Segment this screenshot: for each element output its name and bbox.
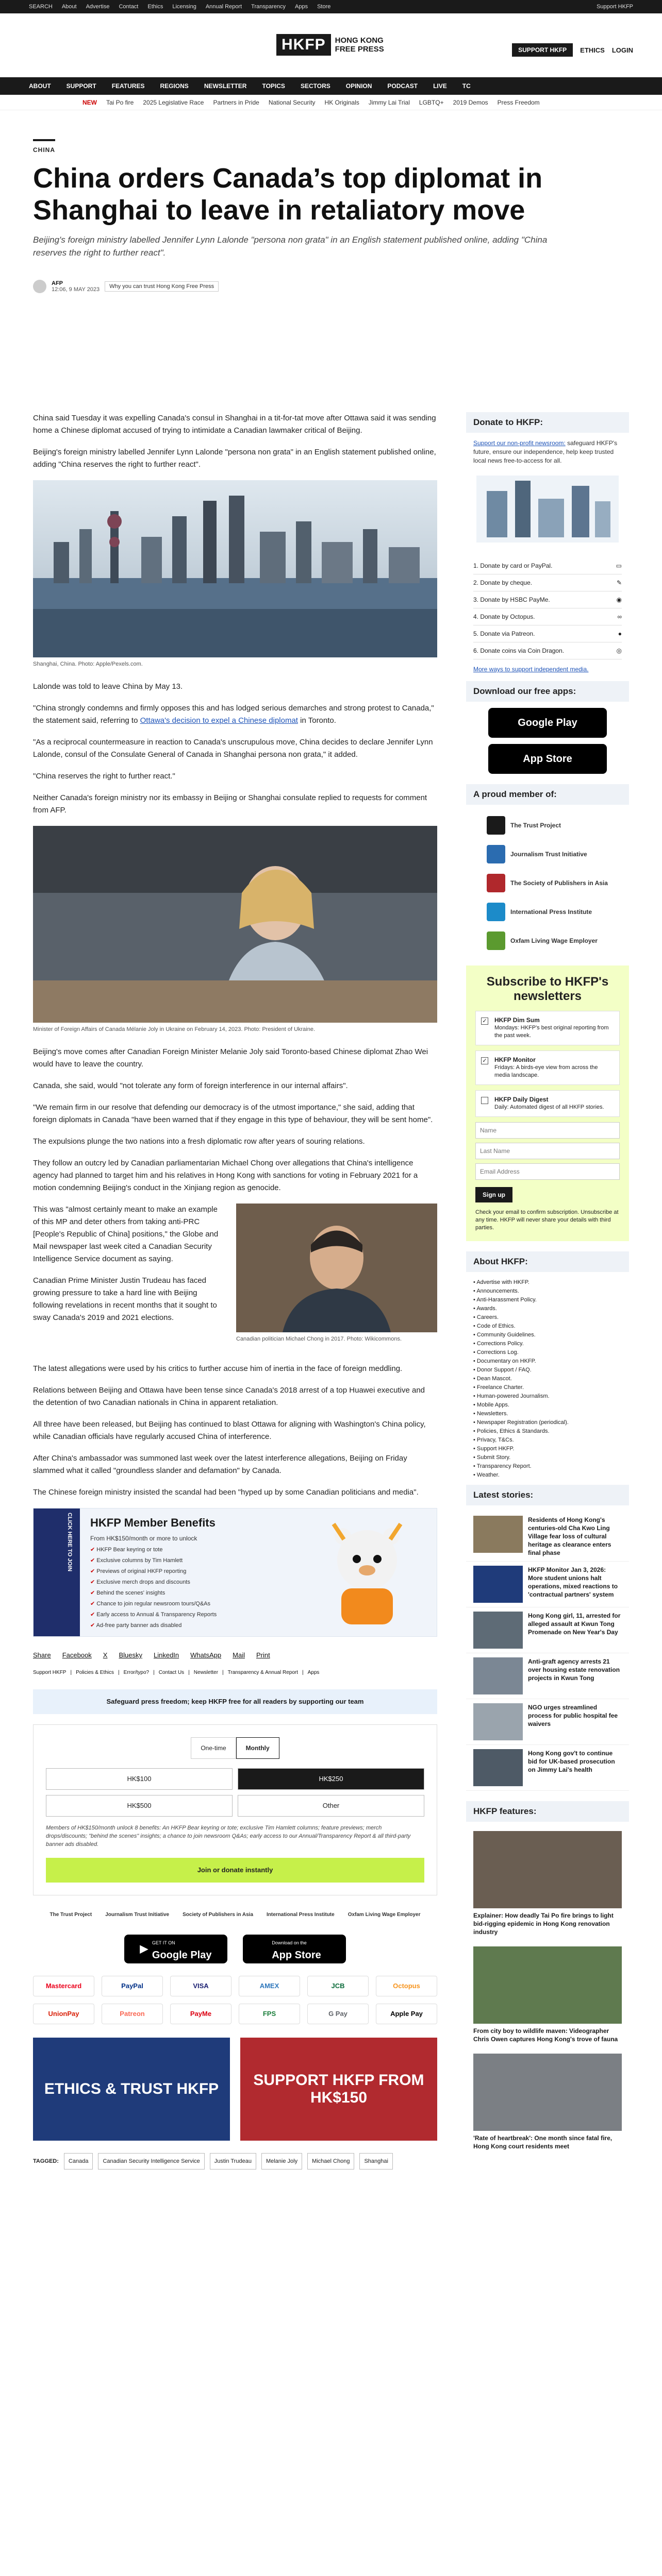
store-name: Google Play bbox=[152, 1950, 212, 1961]
feature-title: From city boy to wildlife maven: Videographer Chris Owen captures Hong Kong's trove of fauna bbox=[473, 2027, 618, 2043]
paragraph: Canadian Prime Minister Justin Trudeau has faced growing pressure to take a hard line with Beijing following revelations in recent months that it sought to sway Canada's 2019 and 2021 elections. bbox=[33, 1276, 217, 1322]
amount-options bbox=[46, 1768, 424, 1817]
author-avatar bbox=[33, 280, 46, 293]
donate-method-label: 4. Donate by Octopus. bbox=[473, 613, 535, 620]
article-tags bbox=[33, 2153, 437, 2170]
oxfam-icon bbox=[487, 931, 505, 950]
paragraph: Relations between Beijing and Ottawa have been tense since Canada's 2018 arrest of a top Huawei executive and the detention of two Canadian nationals in China in apparent retaliation. bbox=[33, 1386, 425, 1407]
benefit-list bbox=[90, 1545, 217, 1631]
sidebar-heading: A proud member of: bbox=[466, 784, 629, 805]
latest-story[interactable] bbox=[466, 1699, 629, 1745]
share-facebook[interactable]: Facebook bbox=[62, 1651, 92, 1659]
member-name: International Press Institute bbox=[510, 908, 592, 916]
freq-monthly[interactable]: Monthly bbox=[236, 1737, 279, 1759]
footer-link[interactable]: Policies & Ethics bbox=[76, 1670, 114, 1675]
about-link[interactable]: • Dean Mascot. bbox=[473, 1375, 622, 1383]
sidebar-heading: HKFP features: bbox=[466, 1801, 629, 1822]
newsletter-option[interactable] bbox=[475, 1050, 620, 1085]
freq-one-time[interactable]: One-time bbox=[191, 1737, 236, 1759]
paragraph: Lalonde was told to leave China by May 13. bbox=[33, 682, 183, 691]
donate-methods bbox=[466, 554, 629, 663]
newsletter-signup bbox=[466, 965, 629, 1241]
footer-link[interactable]: Support HKFP bbox=[33, 1670, 67, 1675]
donate-method-label: 1. Donate by card or PayPal. bbox=[473, 562, 553, 569]
paragraph: Neither Canada's foreign ministry nor its embassy in Beijing or Shanghai consulate replied to requests for comment from AFP. bbox=[33, 793, 427, 815]
more-ways-link[interactable]: More ways to support independent media. bbox=[473, 666, 589, 673]
publish-date: 12:06, 9 MAY 2023 bbox=[52, 286, 100, 293]
util-store[interactable]: Store bbox=[317, 4, 331, 10]
play-icon: ▶ bbox=[140, 1943, 148, 1955]
feature-story[interactable] bbox=[466, 1828, 629, 1943]
feature-image bbox=[473, 1831, 622, 1908]
about-link[interactable]: • Community Guidelines. bbox=[473, 1331, 622, 1340]
support-banner[interactable]: SUPPORT HKFP FROM HK$150 bbox=[240, 2038, 437, 2141]
payment-paypal: PayPal bbox=[102, 1976, 163, 1996]
subnav-item[interactable]: National Security bbox=[268, 98, 316, 106]
feature-title: Explainer: How deadly Tai Po fire brings to light bid-rigging epidemic in Hong Kong renovation industry bbox=[473, 1912, 614, 1936]
story-thumbnail bbox=[473, 1657, 523, 1694]
byline bbox=[33, 280, 629, 293]
ethics-link[interactable]: ETHICS bbox=[580, 46, 605, 54]
sidebar-heading: Latest stories: bbox=[466, 1485, 629, 1505]
paragraph: Beijing's foreign ministry labelled Jennifer Lynn Lalonde "persona non grata" in an English statement published online, adding "China reserves the right to further react". bbox=[33, 448, 436, 469]
tag[interactable]: Melanie Joly bbox=[261, 2153, 302, 2170]
payment-octopus: Octopus bbox=[376, 1976, 437, 1996]
about-link[interactable]: • Policies, Ethics & Standards. bbox=[473, 1427, 622, 1436]
payment-payme: PayMe bbox=[170, 2004, 231, 2024]
partner-logo: Society of Publishers in Asia bbox=[183, 1912, 253, 1918]
feature-title: 'Rate of heartbreak': One month since fatal fire, Hong Kong court residents meet bbox=[473, 2134, 613, 2150]
amount-option[interactable]: HK$500 bbox=[46, 1795, 233, 1817]
paragraph: The expulsions plunge the two nations into a fresh diplomatic row after years of souring relations. bbox=[33, 1137, 365, 1146]
share-whatsapp[interactable]: WhatsApp bbox=[190, 1651, 222, 1659]
logo-wordmark bbox=[335, 36, 384, 54]
benefit-item: ✔ Behind the scenes' insights bbox=[90, 1588, 217, 1599]
cheque-icon: ✎ bbox=[616, 579, 622, 586]
payment-mastercard: Mastercard bbox=[33, 1976, 94, 1996]
about-link[interactable]: • Newspaper Registration (periodical). bbox=[473, 1418, 622, 1427]
footer-link[interactable]: Error/typo? bbox=[123, 1670, 150, 1675]
feature-image bbox=[473, 2054, 622, 2131]
share-print[interactable]: Print bbox=[256, 1651, 270, 1659]
paragraph: "China reserves the right to further react." bbox=[33, 772, 175, 781]
about-link[interactable]: • Anti-Harassment Policy. bbox=[473, 1296, 622, 1304]
util-apps[interactable]: Apps bbox=[295, 4, 308, 10]
subnav-item[interactable]: 2019 Demos bbox=[453, 98, 488, 106]
member-org[interactable] bbox=[466, 811, 629, 840]
story-thumbnail bbox=[473, 1566, 523, 1603]
name-field[interactable]: Name bbox=[475, 1122, 620, 1139]
donate-method[interactable] bbox=[473, 625, 622, 642]
joly-photo bbox=[33, 826, 437, 1023]
sidebar-heading: Download our free apps: bbox=[466, 681, 629, 702]
paragraph: After China's ambassador was summoned last week over the latest interference allegations, Beijing on Friday slammed what it called "groundless slander and defamation" by Canada. bbox=[33, 1454, 407, 1475]
sidebar bbox=[466, 412, 629, 2158]
benefit-item: ✔ Exclusive columns by Tim Hamlett bbox=[90, 1555, 217, 1566]
payment-jcb: JCB bbox=[307, 1976, 369, 1996]
masthead bbox=[0, 13, 662, 77]
util-transparency[interactable]: Transparency bbox=[251, 4, 286, 10]
safeguard-banner[interactable]: Safeguard press freedom; keep HKFP free for all readers by supporting our team bbox=[33, 1689, 437, 1714]
util-advertise[interactable]: Advertise bbox=[86, 4, 110, 10]
story-title: Anti-graft agency arrests 21 over housing estate renovation projects in Kwun Tong bbox=[528, 1658, 620, 1682]
store-name: Google Play bbox=[518, 717, 577, 728]
photo-caption: Canadian politician Michael Chong in 2017. Photo: Wikicommons. bbox=[236, 1336, 402, 1342]
benefit-item: ✔ Chance to join regular newsroom tours/Q&As bbox=[90, 1599, 217, 1609]
nav-live[interactable]: LIVE bbox=[433, 82, 447, 90]
donate-widget bbox=[33, 1724, 437, 1895]
inline-link[interactable]: Ottawa's decision to expel a Chinese diplomat bbox=[140, 716, 298, 725]
util-about[interactable]: About bbox=[61, 4, 77, 10]
checkbox-icon[interactable]: ✓ bbox=[481, 1018, 488, 1025]
article-header bbox=[33, 139, 629, 293]
store-small: Download on the bbox=[272, 1940, 307, 1945]
category-kicker[interactable]: CHINA bbox=[33, 139, 55, 154]
partner-logos bbox=[33, 1909, 437, 1921]
share-linkedin[interactable]: LinkedIn bbox=[154, 1651, 179, 1659]
about-link[interactable]: • Code of Ethics. bbox=[473, 1322, 622, 1331]
sign-up-button[interactable]: Sign up bbox=[475, 1187, 512, 1202]
article-body bbox=[33, 412, 437, 2170]
nav-about[interactable]: ABOUT bbox=[29, 82, 51, 90]
trust-project-icon bbox=[487, 816, 505, 835]
amount-option[interactable]: HK$100 bbox=[46, 1768, 233, 1790]
promo-title: HKFP Member Benefits bbox=[90, 1516, 216, 1529]
donate-intro bbox=[466, 439, 629, 465]
newsletter-title: Subscribe to HKFP's newsletters bbox=[486, 975, 609, 1003]
subnav-item[interactable]: Jimmy Lai Trial bbox=[368, 98, 410, 106]
partner-logo: Oxfam Living Wage Employer bbox=[347, 1912, 421, 1918]
newsletter-note: Check your email to confirm subscription. Unsubscribe at any time. HKFP will never share your details with third parties. bbox=[475, 1209, 619, 1231]
donate-method-label: 5. Donate via Patreon. bbox=[473, 630, 535, 637]
photo-caption: Minister of Foreign Affairs of Canada Mélanie Joly in Ukraine on February 14, 2023. Photo: President of Ukraine. bbox=[33, 1026, 316, 1032]
page-title: China orders Canada’s top diplomat in Shanghai to leave in retaliatory move bbox=[33, 163, 543, 226]
tag[interactable]: Justin Trudeau bbox=[210, 2153, 256, 2170]
about-link[interactable]: • Donor Support / FAQ. bbox=[473, 1366, 622, 1375]
partner-logo: Journalism Trust Initiative bbox=[105, 1912, 170, 1918]
about-link[interactable]: • Freelance Charter. bbox=[473, 1383, 622, 1392]
chong-photo-figure bbox=[236, 1204, 437, 1355]
paragraph-text: "China strongly condemns and firmly opposes this and has lodged serious demarches and strong protest to Canada," the statement said, referring to bbox=[33, 704, 434, 725]
payment-unionpay: UnionPay bbox=[33, 2004, 94, 2024]
nav-topics[interactable]: TOPICS bbox=[262, 82, 285, 90]
payment-amex: AMEX bbox=[239, 1976, 300, 1996]
story-thumbnail bbox=[473, 1749, 523, 1786]
subnav-item[interactable]: 2025 Legislative Race bbox=[143, 98, 204, 106]
newsletter-desc: Fridays: A birds-eye view from across the media landscape. bbox=[494, 1064, 598, 1078]
member-name: Oxfam Living Wage Employer bbox=[510, 937, 598, 944]
latest-story[interactable] bbox=[466, 1562, 629, 1607]
ethics-banner[interactable]: ETHICS & TRUST HKFP bbox=[33, 2038, 230, 2141]
amount-option-other[interactable]: Other bbox=[238, 1795, 424, 1817]
benefit-item: ✔ Early access to Annual & Transparency Reports bbox=[90, 1609, 217, 1620]
app-store-buttons bbox=[33, 1935, 437, 1963]
main-nav bbox=[0, 77, 662, 95]
share-x[interactable]: X bbox=[103, 1651, 108, 1659]
newsletter-name: HKFP Dim Sum bbox=[494, 1016, 540, 1024]
tags-label: TAGGED: bbox=[33, 2158, 59, 2164]
logo-mark: HKFP bbox=[276, 34, 331, 56]
paragraph: "As a reciprocal countermeasure in reaction to Canada's unscrupulous move, China decides to declare Jennifer Lynn Lalonde, consul of the Consulate General of Canada in Shanghai persona non grata," it added. bbox=[33, 738, 433, 759]
about-link[interactable]: • Documentary on HKFP. bbox=[473, 1357, 622, 1366]
donate-method[interactable] bbox=[473, 608, 622, 625]
payment-visa: VISA bbox=[170, 1976, 231, 1996]
donate-method[interactable] bbox=[473, 642, 622, 659]
member-org[interactable] bbox=[466, 869, 629, 897]
sub-nav bbox=[0, 95, 662, 110]
frequency-toggle bbox=[46, 1737, 424, 1759]
nav-podcast[interactable]: PODCAST bbox=[387, 82, 418, 90]
latest-story[interactable] bbox=[466, 1512, 629, 1562]
nav-features[interactable]: FEATURES bbox=[111, 82, 145, 90]
store-name: App Store bbox=[523, 753, 572, 765]
donate-method-label: 6. Donate coins via Coin Dragon. bbox=[473, 647, 565, 654]
paragraph: The latest allegations were used by his critics to further accuse him of inertia in the face of foreign meddling. bbox=[33, 1364, 403, 1373]
latest-story[interactable] bbox=[466, 1653, 629, 1699]
paragraph: China said Tuesday it was expelling Canada's consul in Shanghai in a tit-for-tat move after Ottawa said it was sending home a Chinese diplomat accused of trying to intimidate a Canadian lawmaker critical of Beijing. bbox=[33, 414, 436, 435]
benefit-item: ✔ Previews of original HKFP reporting bbox=[90, 1566, 217, 1577]
member-org[interactable] bbox=[466, 926, 629, 955]
utility-bar bbox=[0, 0, 662, 13]
newsletter-option[interactable] bbox=[475, 1090, 620, 1117]
nav-opinion[interactable]: OPINION bbox=[345, 82, 372, 90]
nav-support[interactable]: SUPPORT bbox=[66, 82, 96, 90]
bottom-banners bbox=[33, 2038, 437, 2141]
last-name-field[interactable]: Last Name bbox=[475, 1143, 620, 1159]
paragraph: "We remain firm in our resolve that defending our democracy is of the utmost importance," she said, adding that foreign diplomats in Canada "have been warned that if they engage in this type of behaviour, they will be sent home". bbox=[33, 1103, 433, 1124]
payment-fps: FPS bbox=[239, 2004, 300, 2024]
standfirst: Beijing's foreign ministry labelled Jennifer Lynn Lalonde "persona non grata" in an English statement published online, adding "China reserves the right to further react". bbox=[33, 235, 548, 258]
benefit-item: ✔ Ad-free party banner ads disabled bbox=[90, 1620, 217, 1631]
google-play-button[interactable] bbox=[124, 1935, 227, 1963]
member-name: Journalism Trust Initiative bbox=[510, 851, 587, 858]
paragraph-text: in Toronto. bbox=[297, 716, 336, 725]
join-donate-button[interactable]: Join or donate instantly bbox=[46, 1858, 424, 1883]
donate-method[interactable] bbox=[473, 591, 622, 608]
footer-link[interactable]: Apps bbox=[307, 1670, 320, 1675]
util-licensing[interactable]: Licensing bbox=[172, 4, 196, 10]
tag[interactable]: Canadian Security Intelligence Service bbox=[98, 2153, 204, 2170]
util-contact[interactable]: Contact bbox=[119, 4, 139, 10]
feature-story[interactable] bbox=[466, 2050, 629, 2158]
donate-illustration-icon bbox=[466, 470, 629, 548]
payment-gpay: G Pay bbox=[307, 2004, 369, 2024]
feature-image bbox=[473, 1946, 622, 2024]
paragraph: This was "almost certainly meant to make an example of this MP and deter others from taking anti-PRC [People's Republic of China] positions," the Globe and Mail newspaper last week cited a Canadian Security Intelligence Service document as saying. bbox=[33, 1205, 219, 1263]
coin-icon: ◎ bbox=[616, 647, 622, 654]
story-title: NGO urges streamlined process for public hospital fee waivers bbox=[528, 1704, 618, 1727]
member-benefits-promo[interactable] bbox=[33, 1508, 437, 1637]
donate-note: Members of HK$150/month unlock 8 benefits: An HKFP Bear keyring or tote; exclusive Tim Hamlett columns; feature previews; merch drops/discounts; "behind the scenes" insights; a chance to join newsroom Q&As; early access to our Annual/Transparency Report & all third-party banner ads disabled. bbox=[46, 1825, 411, 1848]
tag[interactable]: Michael Chong bbox=[307, 2153, 354, 2170]
about-link[interactable]: • Corrections Log. bbox=[473, 1348, 622, 1357]
jti-icon bbox=[487, 845, 505, 863]
newsletter-name: HKFP Monitor bbox=[494, 1056, 536, 1063]
new-label: NEW bbox=[82, 98, 97, 106]
paragraph: The Chinese foreign ministry insisted the scandal had been "hyped up by some Canadian politicians and media". bbox=[33, 1488, 419, 1497]
author-name[interactable]: AFP bbox=[52, 280, 63, 286]
feature-story[interactable] bbox=[466, 1943, 629, 2050]
donate-method-label: 3. Donate by HSBC PayMe. bbox=[473, 596, 550, 603]
checkbox-icon[interactable]: ✓ bbox=[481, 1057, 488, 1064]
paragraph: They follow an outcry led by Canadian parliamentarian Michael Chong over allegations that China's intelligence agency had planned to target him and his relatives in Hong Kong with sanctions for voting in February 2021 for a motion condemning Beijing's conduct in the Xinjiang region as genocide. bbox=[33, 1159, 418, 1192]
about-link[interactable]: • Transparency Report. bbox=[473, 1462, 622, 1471]
trust-button[interactable]: Why you can trust Hong Kong Free Press bbox=[105, 281, 219, 292]
about-link[interactable]: • Mobile Apps. bbox=[473, 1401, 622, 1410]
paragraph: Canada, she said, would "not tolerate any form of foreign interference in our internal affairs". bbox=[33, 1081, 348, 1090]
share-bar bbox=[33, 1649, 437, 1662]
subnav-item[interactable]: Partners in Pride bbox=[213, 98, 259, 106]
about-link[interactable]: • Weather. bbox=[473, 1471, 622, 1480]
footer-link[interactable]: Contact Us bbox=[158, 1670, 185, 1675]
donate-method[interactable] bbox=[473, 557, 622, 574]
donate-intro-link[interactable]: Support our non-profit newsroom: bbox=[473, 439, 566, 447]
donate-intro-text: safeguard HKFP's future, ensure our independence, help keep trusted local news free-to-access for all. bbox=[473, 439, 618, 464]
nav-newsletter[interactable]: NEWSLETTER bbox=[204, 82, 247, 90]
octopus-icon: ∞ bbox=[617, 613, 622, 620]
ipi-icon bbox=[487, 903, 505, 921]
newsletter-desc: Daily: Automated digest of all HKFP stories. bbox=[494, 1104, 604, 1110]
promo-subtitle: From HK$150/month or more to unlock bbox=[90, 1535, 197, 1542]
donate-method[interactable] bbox=[473, 574, 622, 591]
bear-mascot-icon bbox=[318, 1519, 416, 1627]
newsletter-desc: Mondays: HKFP's best original reporting from the past week. bbox=[494, 1025, 609, 1039]
member-org[interactable] bbox=[466, 897, 629, 926]
tag[interactable]: Shanghai bbox=[359, 2153, 393, 2170]
payme-icon: ◉ bbox=[616, 596, 622, 603]
login-link[interactable]: LOGIN bbox=[611, 46, 633, 54]
story-title: HKFP Monitor Jan 3, 2026: More student unions halt operations, mixed reactions to 'contractual partners' system bbox=[528, 1566, 618, 1598]
nav-tc[interactable]: TC bbox=[462, 82, 471, 90]
util-search[interactable]: SEARCH bbox=[29, 4, 53, 10]
store-name: App Store bbox=[272, 1950, 321, 1961]
latest-story[interactable] bbox=[466, 1607, 629, 1653]
about-link[interactable]: • Newsletters. bbox=[473, 1410, 622, 1418]
shanghai-photo bbox=[33, 480, 437, 657]
site-logo[interactable] bbox=[276, 34, 384, 56]
newsletter-option[interactable] bbox=[475, 1011, 620, 1045]
amount-option-selected[interactable]: HK$250 bbox=[238, 1768, 424, 1790]
about-links bbox=[466, 1278, 629, 1485]
about-link[interactable]: • Announcements. bbox=[473, 1287, 622, 1296]
patreon-icon: ● bbox=[618, 630, 622, 637]
promo-side-label: CLICK HERE TO JOIN bbox=[34, 1509, 80, 1636]
footer-link[interactable]: Newsletter bbox=[193, 1670, 219, 1675]
masthead-actions bbox=[512, 43, 633, 57]
logo-line1: HONG KONG bbox=[335, 36, 384, 45]
util-annual-report[interactable]: Annual Report bbox=[205, 4, 242, 10]
payment-methods bbox=[33, 1976, 437, 2024]
payment-applepay: Apple Pay bbox=[376, 2004, 437, 2024]
newsletter-name: HKFP Daily Digest bbox=[494, 1096, 549, 1103]
about-link[interactable]: • Submit Story. bbox=[473, 1453, 622, 1462]
about-link[interactable]: • Awards. bbox=[473, 1304, 622, 1313]
member-name: The Society of Publishers in Asia bbox=[510, 879, 608, 887]
about-link[interactable]: • Human-powered Journalism. bbox=[473, 1392, 622, 1401]
sidebar-app-store-button[interactable] bbox=[488, 744, 607, 774]
about-link[interactable]: • Advertise with HKFP. bbox=[473, 1278, 622, 1287]
checkbox-icon[interactable] bbox=[481, 1097, 488, 1104]
subnav-item[interactable]: LGBTQ+ bbox=[419, 98, 444, 106]
util-support[interactable]: Support HKFP bbox=[597, 4, 633, 10]
sidebar-google-play-button[interactable] bbox=[488, 708, 607, 738]
email-field[interactable]: Email Address bbox=[475, 1163, 620, 1180]
chong-photo bbox=[236, 1204, 437, 1332]
share-label[interactable]: Share bbox=[33, 1651, 51, 1659]
store-small: GET IT ON bbox=[152, 1940, 175, 1945]
partner-logo: International Press Institute bbox=[267, 1912, 335, 1918]
payment-patreon: Patreon bbox=[102, 2004, 163, 2024]
story-title: Residents of Hong Kong's centuries-old Cha Kwo Ling Village fear loss of cultural heritage as clearance enters final phase bbox=[528, 1516, 611, 1556]
sidebar-heading: Donate to HKFP: bbox=[466, 412, 629, 433]
story-title: Hong Kong gov't to continue bid for UK-based prosecution on Jimmy Lai's health bbox=[528, 1750, 615, 1773]
article-footer-links: Support HKFP | Policies & Ethics | Error/typo? | Contact Us | Newsletter | Transparency & Annual Report | Apps bbox=[33, 1667, 437, 1679]
tag[interactable]: Canada bbox=[64, 2153, 93, 2170]
partner-logo: The Trust Project bbox=[49, 1912, 92, 1918]
subnav-item[interactable]: HK Originals bbox=[324, 98, 359, 106]
sopa-icon bbox=[487, 874, 505, 892]
sidebar-heading: About HKFP: bbox=[466, 1251, 629, 1272]
story-thumbnail bbox=[473, 1612, 523, 1649]
latest-story[interactable] bbox=[466, 1745, 629, 1791]
benefit-item: ✔ HKFP Bear keyring or tote bbox=[90, 1545, 217, 1555]
paragraph: Beijing's move comes after Canadian Foreign Minister Melanie Joly said Toronto-based Chinese diplomat Zhao Wei would have to leave the country. bbox=[33, 1047, 428, 1069]
about-link[interactable]: • Careers. bbox=[473, 1313, 622, 1322]
benefit-item: ✔ Exclusive merch drops and discounts bbox=[90, 1577, 217, 1588]
paragraph: All three have been released, but Beijing has continued to blast Ottawa for aligning with Washington's China policy, while Canadian officials have regularly accused China of interference. bbox=[33, 1420, 426, 1441]
util-ethics[interactable]: Ethics bbox=[147, 4, 163, 10]
logo-line2: FREE PRESS bbox=[335, 45, 384, 54]
footer-link[interactable]: Transparency & Annual Report bbox=[227, 1670, 299, 1675]
card-icon: ▭ bbox=[616, 562, 622, 569]
member-org[interactable] bbox=[466, 840, 629, 869]
nav-sectors[interactable]: SECTORS bbox=[300, 82, 330, 90]
about-link[interactable]: • Privacy, T&Cs. bbox=[473, 1436, 622, 1445]
paragraph bbox=[33, 702, 437, 727]
share-mail[interactable]: Mail bbox=[233, 1651, 245, 1659]
about-link[interactable]: • Corrections Policy. bbox=[473, 1340, 622, 1348]
subnav-item[interactable]: Press Freedom bbox=[497, 98, 540, 106]
support-hkfp-button[interactable]: SUPPORT HKFP bbox=[512, 43, 573, 57]
app-store-button[interactable] bbox=[243, 1935, 346, 1963]
donate-method-label: 2. Donate by cheque. bbox=[473, 579, 533, 586]
share-bluesky[interactable]: Bluesky bbox=[119, 1651, 142, 1659]
subnav-item[interactable]: Tai Po fire bbox=[106, 98, 134, 106]
photo-caption: Shanghai, China. Photo: Apple/Pexels.com. bbox=[33, 661, 143, 667]
about-link[interactable]: • Support HKFP. bbox=[473, 1445, 622, 1453]
story-thumbnail bbox=[473, 1516, 523, 1553]
story-thumbnail bbox=[473, 1703, 523, 1740]
story-title: Hong Kong girl, 11, arrested for alleged assault at Kwun Tong Promenade on New Year's Day bbox=[528, 1612, 621, 1636]
member-name: The Trust Project bbox=[510, 822, 561, 829]
nav-regions[interactable]: REGIONS bbox=[160, 82, 189, 90]
